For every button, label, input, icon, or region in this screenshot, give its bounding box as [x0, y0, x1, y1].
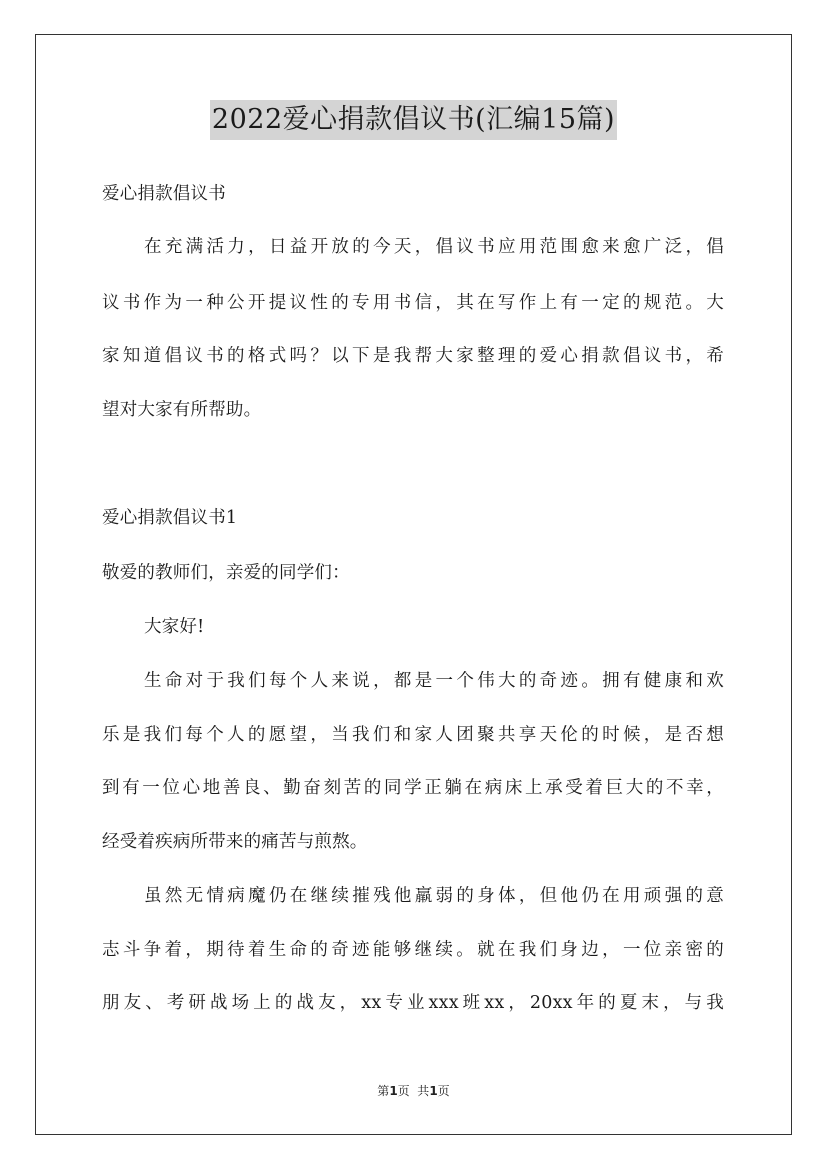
paragraph-line: 在充满活力，日益开放的今天，倡议书应用范围愈来愈广泛，倡	[144, 237, 724, 257]
footer-page-current: 1	[389, 1084, 398, 1098]
section-heading: 爱心捐款倡议书1	[102, 508, 238, 528]
footer-mid: 页 共	[397, 1084, 430, 1098]
paragraph-line: 乐是我们每个人的愿望，当我们和家人团聚共享天伦的时候，是否想	[102, 725, 724, 745]
paragraph-line: 朋友、考研战场上的战友，xx专业xxx班xx，20xx年的夏末，与我	[102, 993, 724, 1013]
intro-heading: 爱心捐款倡议书	[102, 184, 226, 204]
paragraph-line: 议书作为一种公开提议性的专用书信，其在写作上有一定的规范。大	[102, 293, 724, 313]
greeting: 大家好!	[144, 617, 205, 637]
paragraph-line: 到有一位心地善良、勤奋刻苦的同学正躺在病床上承受着巨大的不幸，	[102, 778, 724, 798]
paragraph-line: 虽然无情病魔仍在继续摧残他羸弱的身体，但他仍在用顽强的意	[144, 886, 724, 906]
footer-prefix: 第	[377, 1084, 390, 1098]
paragraph-line: 生命对于我们每个人来说，都是一个伟大的奇迹。拥有健康和欢	[144, 671, 724, 691]
document-title: 2022爱心捐款倡议书(汇编15篇)	[210, 100, 617, 140]
page-footer	[0, 1082, 827, 1099]
footer-suffix: 页	[437, 1084, 450, 1098]
paragraph-line: 望对大家有所帮助。	[102, 400, 262, 420]
title-container	[0, 100, 827, 140]
salutation: 敬爱的教师们，亲爱的同学们：	[102, 563, 350, 583]
paragraph-line: 经受着疾病所带来的痛苦与煎熬。	[102, 832, 368, 852]
paragraph-line: 家知道倡议书的格式吗？以下是我帮大家整理的爱心捐款倡议书，希	[102, 346, 724, 366]
footer-page-total: 1	[429, 1084, 438, 1098]
paragraph-line: 志斗争着，期待着生命的奇迹能够继续。就在我们身边，一位亲密的	[102, 940, 724, 960]
